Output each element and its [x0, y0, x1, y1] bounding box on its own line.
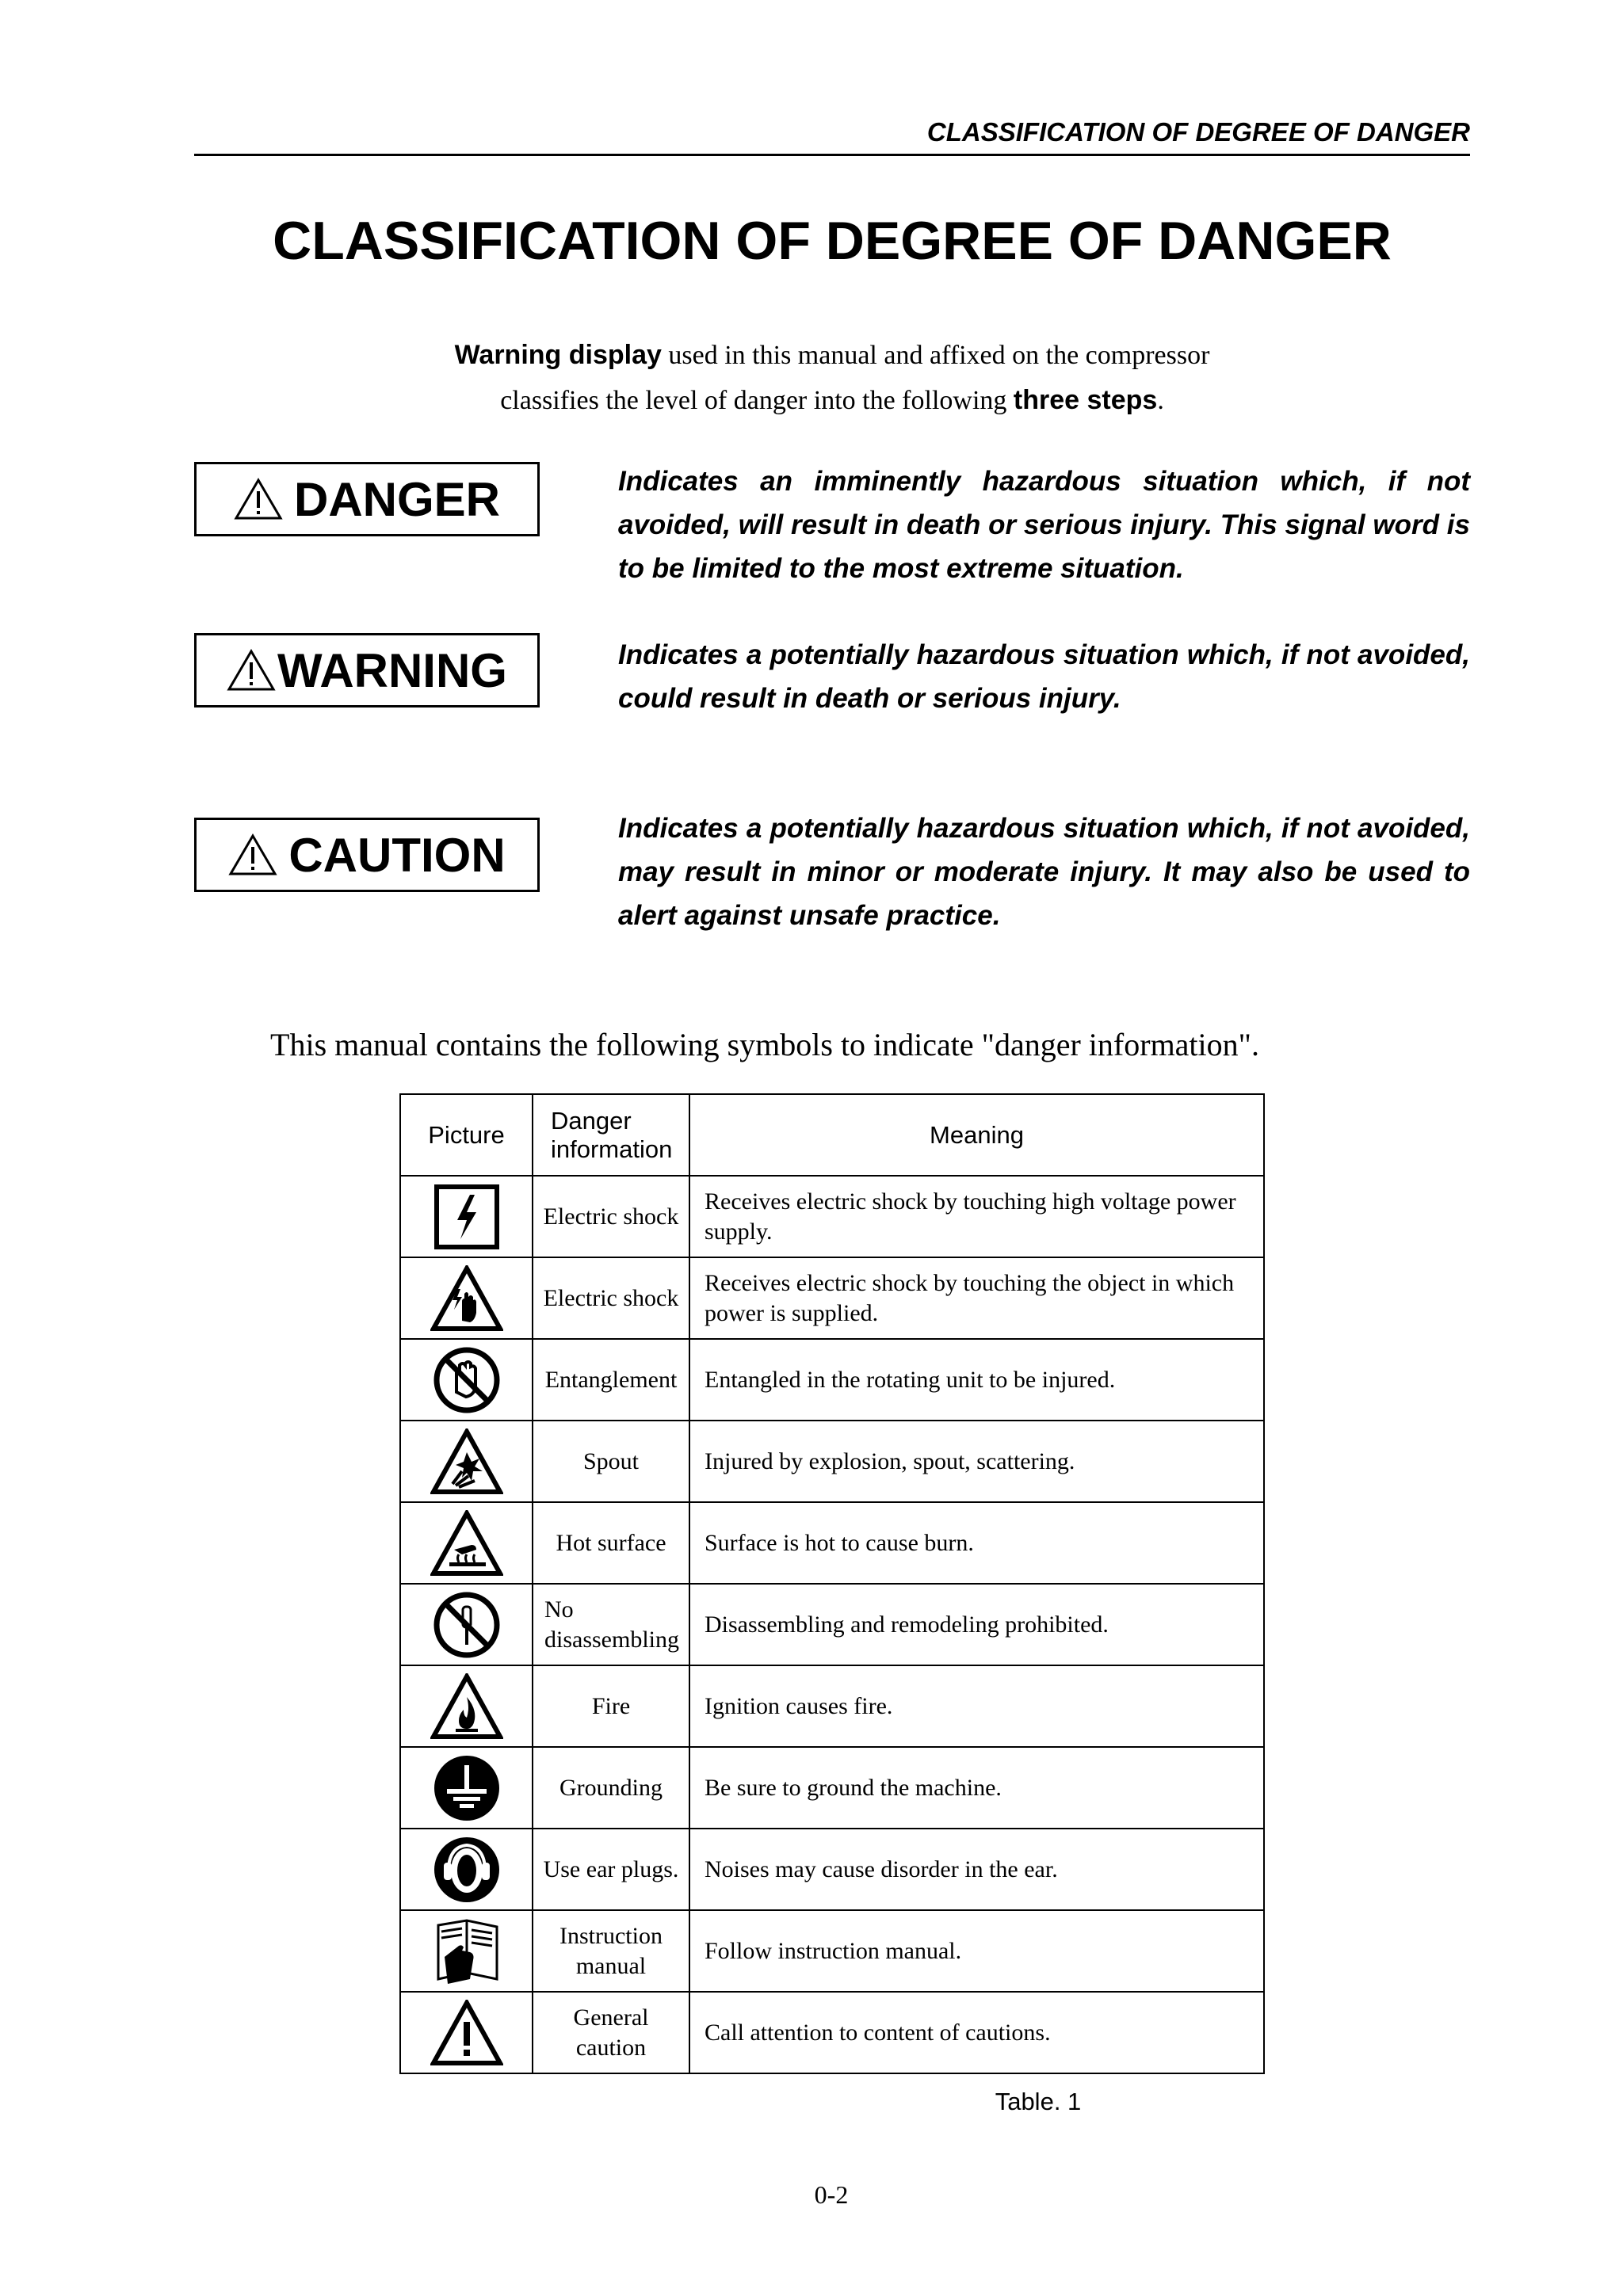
- ear-plugs-icon: [433, 1836, 501, 1904]
- picture-cell: [400, 1257, 533, 1339]
- table-row: [400, 1339, 1264, 1421]
- meaning-cell: Call attention to content of cautions.: [689, 1992, 1264, 2073]
- intro-text-3: .: [1157, 386, 1164, 415]
- intro-paragraph: [194, 333, 1470, 423]
- table-row: [400, 1910, 1264, 1992]
- entanglement-icon: [433, 1346, 501, 1414]
- page-number: 0-2: [814, 2180, 849, 2209]
- table-row: [400, 1421, 1264, 1502]
- picture-cell: [400, 1910, 533, 1992]
- picture-cell: [400, 1421, 533, 1502]
- danger-info-cell: Instruction manual: [533, 1910, 689, 1992]
- table-row: [400, 1665, 1264, 1747]
- header-info-line1: Danger: [551, 1106, 632, 1135]
- danger-info-cell: Hot surface: [533, 1502, 689, 1584]
- danger-info-cell: Fire: [533, 1665, 689, 1747]
- table-caption: Table. 1: [995, 2088, 1082, 2115]
- warning-description: Indicates a potentially hazardous situation which, if not avoided, could result in death or serious injury.: [618, 639, 1470, 714]
- instruction-manual-icon: [430, 1916, 503, 1987]
- page-title: CLASSIFICATION OF DEGREE OF DANGER: [273, 211, 1392, 271]
- no-disassembling-icon: [433, 1591, 501, 1659]
- running-header: CLASSIFICATION OF DEGREE OF DANGER: [926, 117, 1470, 147]
- caution-description: Indicates a potentially hazardous situation which, if not avoided, may result in minor or moderate injury. It may also be used to alert against unsafe practice.: [618, 813, 1470, 931]
- picture-cell: [400, 1829, 533, 1910]
- picture-cell: [400, 1747, 533, 1829]
- table-row: [400, 1829, 1264, 1910]
- header-rule: [194, 154, 1470, 156]
- danger-info-cell: Use ear plugs.: [533, 1829, 689, 1910]
- danger-symbols-table: [399, 1093, 1265, 2074]
- danger-signal-word: DANGER: [293, 472, 500, 526]
- danger-info-cell: General caution: [533, 1992, 689, 2073]
- table-row: [400, 1992, 1264, 2073]
- warning-signal-word: WARNING: [277, 643, 507, 697]
- caution-signal-box: [194, 818, 540, 892]
- meaning-cell: Receives electric shock by touching the object in which power is supplied.: [689, 1257, 1264, 1339]
- picture-cell: [400, 1339, 533, 1421]
- table-row: [400, 1584, 1264, 1665]
- hot-surface-icon: [430, 1510, 503, 1577]
- meaning-cell: Follow instruction manual.: [689, 1910, 1264, 1992]
- header-danger-information: [533, 1094, 689, 1176]
- meaning-cell: Noises may cause disorder in the ear.: [689, 1829, 1264, 1910]
- table-row: [400, 1502, 1264, 1584]
- meaning-cell: Entangled in the rotating unit to be injured.: [689, 1339, 1264, 1421]
- meaning-cell: Injured by explosion, spout, scattering.: [689, 1421, 1264, 1502]
- picture-cell: [400, 1992, 533, 2073]
- warning-signal-box: [194, 633, 540, 707]
- intro-text-1: used in this manual and affixed on the compressor: [661, 341, 1210, 370]
- table-row: [400, 1176, 1264, 1257]
- grounding-icon: [433, 1754, 501, 1822]
- table-row: [400, 1747, 1264, 1829]
- warning-triangle-icon: [228, 833, 277, 876]
- electric-shock-hand-icon: [430, 1265, 503, 1332]
- meaning-cell: Be sure to ground the machine.: [689, 1747, 1264, 1829]
- danger-info-cell: Entanglement: [533, 1339, 689, 1421]
- picture-cell: [400, 1502, 533, 1584]
- danger-description: Indicates an imminently hazardous situation which, if not avoided, will result in death or serious injury. This signal word is to be limited to the most extreme situation.: [618, 466, 1470, 584]
- symbols-intro: This manual contains the following symbols to indicate "danger information".: [270, 1027, 1259, 1062]
- high-voltage-icon: [433, 1184, 500, 1250]
- picture-cell: [400, 1584, 533, 1665]
- warning-triangle-icon: [227, 649, 276, 692]
- danger-info-cell: No disassembling: [533, 1584, 689, 1665]
- general-caution-icon: [430, 2000, 503, 2066]
- header-meaning: Meaning: [689, 1094, 1264, 1176]
- meaning-cell: Ignition causes fire.: [689, 1665, 1264, 1747]
- fire-icon: [430, 1673, 503, 1740]
- intro-text-2: classifies the level of danger into the following: [500, 386, 1014, 415]
- intro-bold-warning-display: Warning display: [454, 340, 662, 370]
- meaning-cell: Disassembling and remodeling prohibited.: [689, 1584, 1264, 1665]
- header-info-line2: information: [551, 1135, 673, 1163]
- danger-signal-box: [194, 462, 540, 536]
- danger-info-cell: Spout: [533, 1421, 689, 1502]
- picture-cell: [400, 1665, 533, 1747]
- danger-info-cell: Electric shock: [533, 1176, 689, 1257]
- meaning-cell: Surface is hot to cause burn.: [689, 1502, 1264, 1584]
- warning-triangle-icon: [234, 478, 283, 521]
- caution-signal-word: CAUTION: [288, 828, 506, 882]
- header-picture: Picture: [400, 1094, 533, 1176]
- table-row: [400, 1257, 1264, 1339]
- table-header-row: [400, 1094, 1264, 1176]
- intro-bold-three-steps: three steps: [1013, 385, 1158, 415]
- danger-info-cell: Electric shock: [533, 1257, 689, 1339]
- danger-info-cell: Grounding: [533, 1747, 689, 1829]
- spout-icon: [430, 1428, 503, 1495]
- meaning-cell: Receives electric shock by touching high voltage power supply.: [689, 1176, 1264, 1257]
- picture-cell: [400, 1176, 533, 1257]
